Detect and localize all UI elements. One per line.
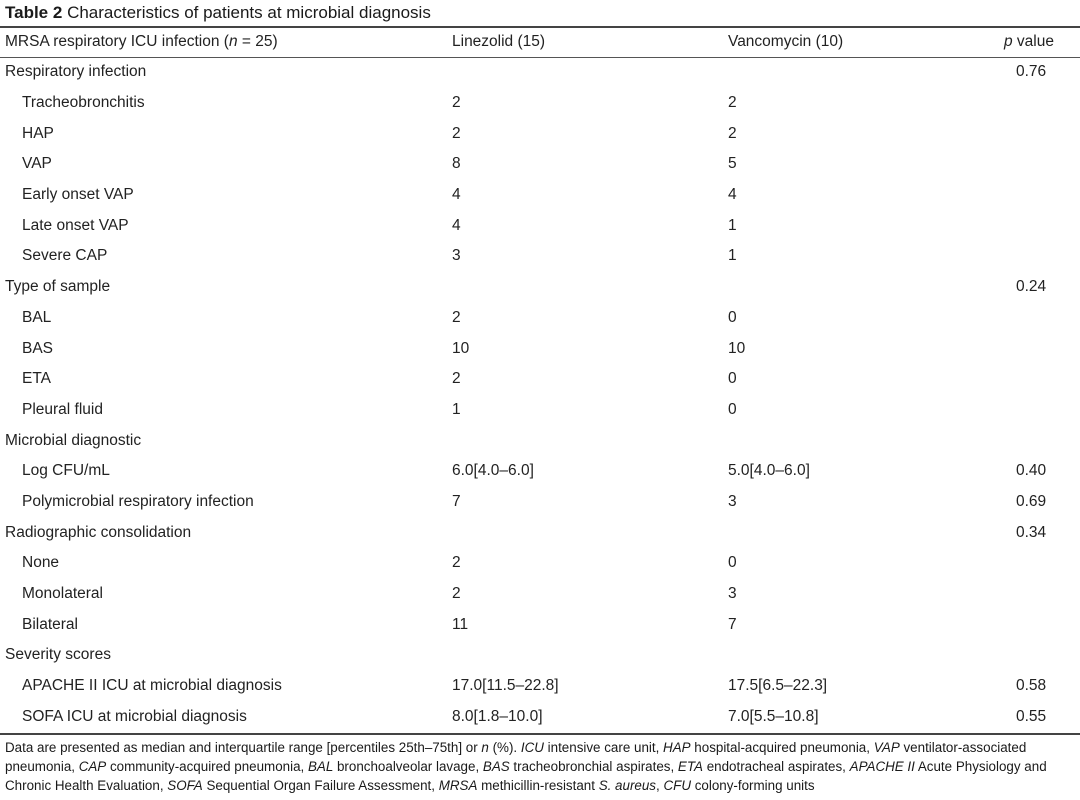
- footnote-abbr: MRSA: [438, 778, 478, 793]
- row-vancomycin: [728, 425, 1004, 456]
- row-linezolid: [452, 425, 728, 456]
- footnote-abbr-def: Sequential Organ Failure Assessment,: [202, 778, 439, 793]
- row-label: Microbial diagnostic: [5, 431, 142, 449]
- row-linezolid: 17.0[11.5–22.8]: [452, 677, 559, 695]
- table-row: [0, 487, 1080, 518]
- footnote-abbr-def: ventilator-associated pneumonia,: [5, 740, 1027, 774]
- row-vancomycin: 0: [728, 308, 737, 326]
- table-row: [0, 395, 1080, 426]
- row-linezolid: [452, 57, 728, 88]
- row-p-value: [1004, 548, 1080, 579]
- footnote-abbr-def: colony-forming units: [691, 778, 815, 793]
- row-p-value: 0.58: [1016, 677, 1047, 695]
- footnote-abbr-def: community-acquired pneumonia,: [106, 759, 308, 774]
- row-linezolid: [452, 517, 728, 548]
- footnote-abbr-def: endotracheal aspirates,: [702, 759, 850, 774]
- row-p-value: [1004, 640, 1080, 671]
- footnote-intro-var: n: [481, 740, 489, 755]
- row-vancomycin: 0: [728, 370, 737, 388]
- footnote-abbr: ICU: [520, 740, 544, 755]
- row-p-value: [1004, 241, 1080, 272]
- row-linezolid: 4: [452, 186, 461, 204]
- row-linezolid: 11: [452, 615, 469, 633]
- row-vancomycin: 1: [728, 247, 737, 265]
- row-linezolid: 8.0[1.8–10.0]: [452, 707, 543, 725]
- row-linezolid: 3: [452, 247, 461, 265]
- table-row: [0, 425, 1080, 456]
- row-p-value: 0.34: [1016, 523, 1047, 541]
- footnote-abbr-def: Acute Physiology and Chronic Health Evaluation,: [5, 759, 1047, 793]
- row-label: Radiographic consolidation: [5, 523, 192, 541]
- row-linezolid: 2: [452, 585, 461, 603]
- row-label: Log CFU/mL: [22, 462, 110, 480]
- row-p-value: [1004, 180, 1080, 211]
- footnote-abbr: HAP: [663, 740, 691, 755]
- header-p-value: p value: [1004, 33, 1054, 50]
- footnote-abbr: CAP: [78, 759, 107, 774]
- footnote-abbr: BAS: [482, 759, 510, 774]
- row-vancomycin: 7.0[5.5–10.8]: [728, 707, 819, 725]
- row-label: BAS: [22, 339, 54, 357]
- row-p-value: [1004, 149, 1080, 180]
- row-vancomycin: 2: [728, 94, 737, 112]
- row-linezolid: 6.0[4.0–6.0]: [452, 462, 534, 480]
- table-row: [0, 180, 1080, 211]
- row-label: Polymicrobial respiratory infection: [22, 492, 254, 510]
- row-label: HAP: [22, 124, 54, 142]
- table-row: [0, 241, 1080, 272]
- table-row: [0, 88, 1080, 119]
- row-vancomycin: 5.0[4.0–6.0]: [728, 462, 810, 480]
- row-linezolid: 1: [452, 400, 461, 418]
- row-vancomycin: [728, 57, 1004, 88]
- row-vancomycin: 0: [728, 554, 737, 572]
- bottom-rule: [0, 733, 1080, 735]
- footnote-abbr: VAP: [873, 740, 900, 755]
- row-vancomycin: 0: [728, 400, 737, 418]
- row-label: Bilateral: [22, 615, 78, 633]
- table-row: [0, 456, 1080, 487]
- footnote-abbr: ETA: [677, 759, 703, 774]
- row-label: Severity scores: [5, 646, 111, 664]
- footnote-abbr-def: bronchoalveolar lavage,: [333, 759, 483, 774]
- row-linezolid: 2: [452, 308, 461, 326]
- row-p-value: [1004, 579, 1080, 610]
- footnote-abbr: BAL: [307, 759, 334, 774]
- row-label: Respiratory infection: [5, 63, 147, 81]
- footnote-abbr-def: hospital-acquired pneumonia,: [690, 740, 874, 755]
- table-caption-label: Table 2: [5, 3, 63, 22]
- table-row: [0, 364, 1080, 395]
- table-row: [0, 517, 1080, 548]
- table-row: [0, 640, 1080, 671]
- table-row: [0, 303, 1080, 334]
- row-p-value: [1004, 425, 1080, 456]
- row-vancomycin: 2: [728, 124, 737, 142]
- footnote-abbr: S. aureus: [598, 778, 657, 793]
- table-header-row: [0, 27, 1080, 57]
- row-linezolid: [452, 272, 728, 303]
- row-vancomycin: [728, 272, 1004, 303]
- row-vancomycin: 5: [728, 155, 737, 173]
- row-p-value: [1004, 395, 1080, 426]
- table-row: [0, 609, 1080, 640]
- row-linezolid: 8: [452, 155, 461, 173]
- row-p-value: 0.40: [1016, 462, 1047, 480]
- row-p-value: 0.69: [1016, 492, 1047, 510]
- row-label: Type of sample: [5, 278, 111, 296]
- row-linezolid: [452, 640, 728, 671]
- row-linezolid: 7: [452, 492, 461, 510]
- row-label: APACHE II ICU at microbial diagnosis: [22, 677, 282, 695]
- row-label: Severe CAP: [22, 247, 108, 265]
- table-row: [0, 548, 1080, 579]
- table-row: [0, 272, 1080, 303]
- row-label: Monolateral: [22, 585, 103, 603]
- row-vancomycin: 3: [728, 492, 737, 510]
- row-vancomycin: 17.5[6.5–22.3]: [728, 677, 828, 695]
- row-p-value: [1004, 364, 1080, 395]
- row-p-value: [1004, 118, 1080, 149]
- row-linezolid: 2: [452, 554, 461, 572]
- row-vancomycin: [728, 517, 1004, 548]
- table-row: [0, 701, 1080, 732]
- table-row: [0, 118, 1080, 149]
- row-label: Tracheobronchitis: [22, 94, 145, 112]
- row-p-value: [1004, 333, 1080, 364]
- characteristics-table: [0, 27, 1080, 732]
- row-label: SOFA ICU at microbial diagnosis: [22, 707, 247, 725]
- footnote-abbr-def: tracheobronchial aspirates,: [509, 759, 678, 774]
- row-label: Late onset VAP: [22, 216, 129, 234]
- row-linezolid: 2: [452, 94, 461, 112]
- row-label: None: [22, 554, 60, 572]
- header-linezolid: Linezolid (15): [452, 33, 546, 50]
- row-label: Pleural fluid: [22, 400, 103, 418]
- footnote-abbr: CFU: [663, 778, 691, 793]
- footnote-intro-end: (%).: [488, 740, 521, 755]
- row-p-value: 0.76: [1016, 63, 1047, 81]
- table-row: [0, 333, 1080, 364]
- row-vancomycin: 7: [728, 615, 737, 633]
- header-vancomycin: Vancomycin (10): [728, 33, 844, 50]
- row-p-value: 0.55: [1016, 707, 1047, 725]
- header-cohort: MRSA respiratory ICU infection (n = 25): [5, 33, 278, 50]
- footnote-intro: Data are presented as median and interquartile range [percentiles 25th–75th] or: [5, 740, 482, 755]
- row-label: BAL: [22, 308, 52, 326]
- table-row: [0, 57, 1080, 88]
- row-p-value: [1004, 609, 1080, 640]
- row-linezolid: 2: [452, 124, 461, 142]
- row-vancomycin: [728, 640, 1004, 671]
- row-vancomycin: 1: [728, 216, 737, 234]
- row-p-value: [1004, 210, 1080, 241]
- row-linezolid: 4: [452, 216, 461, 234]
- row-vancomycin: 4: [728, 186, 737, 204]
- table-body: [0, 57, 1080, 732]
- table-footnote: [5, 738, 1075, 795]
- row-vancomycin: 3: [728, 585, 737, 603]
- table-caption-text: Characteristics of patients at microbial diagnosis: [67, 3, 431, 22]
- footnote-abbr-def: ,: [656, 778, 664, 793]
- table-caption: [5, 2, 431, 24]
- row-linezolid: 10: [452, 339, 470, 357]
- footnote-abbr: APACHE II: [849, 759, 915, 774]
- footnote-abbr-def: intensive care unit,: [543, 740, 664, 755]
- row-p-value: 0.24: [1016, 278, 1047, 296]
- table-row: [0, 149, 1080, 180]
- row-linezolid: 2: [452, 370, 461, 388]
- row-p-value: [1004, 88, 1080, 119]
- table-row: [0, 671, 1080, 702]
- row-label: ETA: [22, 370, 51, 388]
- row-label: Early onset VAP: [22, 186, 134, 204]
- table-row: [0, 210, 1080, 241]
- row-label: VAP: [22, 155, 52, 173]
- footnote-abbr: SOFA: [167, 778, 203, 793]
- row-p-value: [1004, 303, 1080, 334]
- table-row: [0, 579, 1080, 610]
- row-vancomycin: 10: [728, 339, 746, 357]
- footnote-abbr-def: methicillin-resistant: [477, 778, 599, 793]
